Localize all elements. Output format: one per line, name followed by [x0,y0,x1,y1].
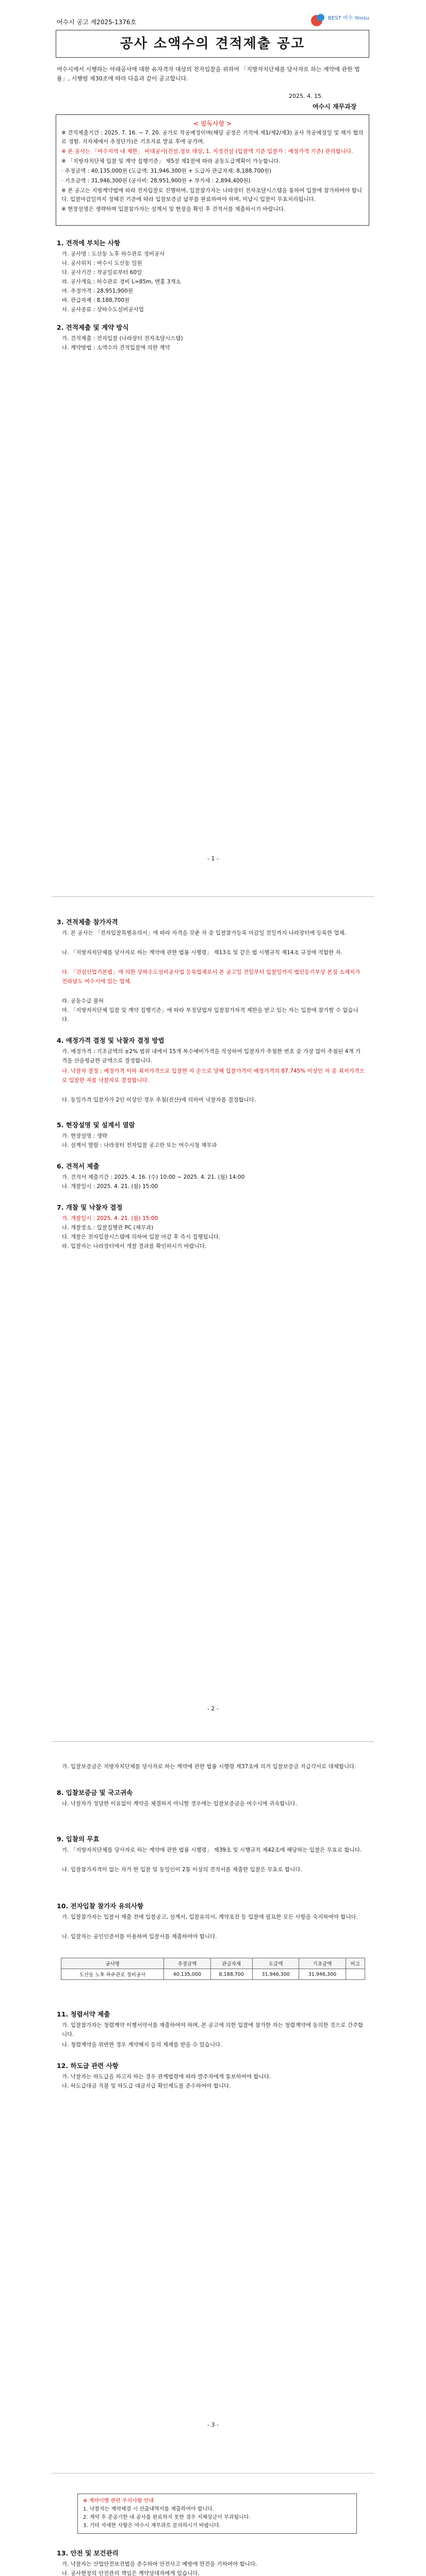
announcement-date: 2025. 4. 15. [289,93,323,99]
table-header: 기초금액 [299,1958,346,1969]
notice-line: ※ 본 공사는 「여수지역 내 제한」 비대공사(건설.정보 대상, 1. 지정건설 (입찰액 기준 입찰가 : 예정가격 기준) 관리합니다. [61,148,353,155]
table-header: 관급자재 [210,1958,252,1969]
info-box-line: 1. 낙찰자는 계약체결 시 산출내역서를 제출하여야 합니다. [83,2506,214,2512]
city-logo-icon [309,10,369,31]
notice-box [56,114,369,226]
section-line: 나. 낙찰자 결정 : 예정가격 이하 최저가격으로 입찰한 자 순으로 당해 입찰가격이 예정가격의 87.745% 이상인 자 중 최저가격으로 입찰한 자를 낙찰자로 결정합니다. [62,1068,365,1083]
section-line: 나. 낙찰자가 정당한 이유없이 계약을 체결하지 아니할 경우에는 입찰보증금을 여수시에 귀속합니다. [62,1801,297,1807]
section-line: 나. 청렴계약을 위반한 경우 계약해지 등의 제재를 받을 수 있습니다. [62,2042,222,2048]
section-line: 가. 견적서 제출기간 : 2025. 4. 16. (수) 10:00 ~ 2025. 4. 21. (월) 14:00 [62,1174,245,1180]
title-box [56,30,369,58]
section-line: 가. 「지방자치단체를 당사자로 하는 계약에 관한 법률 시행령」 제39조 및 시행규칙 제42조에 해당하는 입찰은 무효로 합니다. [62,1847,362,1853]
section-line: 가. 낙찰자는 산업안전보건법을 준수하여 안전사고 예방에 만전을 기하여야 합니다. [62,2561,257,2567]
page-title: 공사 소액수의 견적제출 공고 [120,36,305,52]
section-line: 다. 공사기간 : 착공일로부터 60일 [62,269,142,276]
section-title: 6. 견적서 제출 [57,1162,100,1170]
table-header-row [61,1958,365,1969]
info-box-line: 2. 계약 후 준공기한 내 공사를 완료하지 못한 경우 지체상금이 부과됩니다. [83,2515,251,2520]
table-cell: 31,946,300 [252,1969,299,1980]
page-number: - 1 - [207,855,219,862]
info-box [77,2494,357,2534]
section-line: 가. 개찰일시 : 2025. 4. 21. (월) 15:00 [62,1215,158,1222]
section-line: 나. 설계서 열람 : 나라장터 전자입찰 공고란 또는 여수시청 재무과 [62,1142,217,1148]
section-line: 바. 관급자재 : 8,188,700원 [62,297,130,303]
notice-line: ※ 현장설명은 생략하며 입찰참가자는 설계서 및 현장을 확인 후 견적서를 제출하시기 바랍니다. [61,206,286,212]
section-line: 나. 계약방법 : 소액수의 견적입찰에 의한 계약 [62,345,170,351]
page-divider [52,896,374,897]
section-title: 11. 청렴서약 제출 [57,2010,110,2018]
notice-line: · 기초금액 : 31,946,300원 (공사비: 28,951,900원 + 부가세 : 2,894,400원) [61,178,251,184]
section-line: 나. 입찰자는 공인인증서를 이용하여 입찰서를 제출하여야 합니다. [62,1934,217,1940]
table-cell: 8,188,700 [210,1969,252,1980]
notice-line: · 추정금액 : 40,135,000원 (도급액: 31,946,300원 + 도급자 관급자재: 8,188,700원) [61,168,272,174]
page-divider [52,1741,374,1742]
logo-text: BEST 여수 Yeosu [328,15,369,21]
table-header: 공사명 [61,1958,164,1969]
section-title: 12. 하도급 관련 사항 [57,2062,119,2070]
section-line: 나. 개찰일시 : 2025. 4. 21. (월) 15:00 [62,1183,158,1190]
section-line: 가. 낙찰자는 하도급을 하고자 하는 경우 관계법령에 따라 발주자에게 통보하여야 합니다. [62,2074,271,2080]
section-line: 나. 입찰참가자격이 없는 자가 한 입찰 및 동일인이 2통 이상의 견적서를 제출한 입찰은 무효로 합니다. [62,1867,302,1873]
section-title: 4. 예정가격 결정 및 낙찰자 결정 방법 [57,1037,165,1044]
page-number: - 2 - [207,1705,219,1712]
table-cell: 도산동 노후 하수관로 정비공사 [61,1969,164,1980]
section-line: 가. 견적제출 : 전자입찰 (나라장터 전자조달시스템) [62,335,183,342]
section-line: 가. 입찰참가자는 입찰서 제출 전에 입찰공고, 설계서, 입찰유의서, 계약조건 등 입찰에 필요한 모든 사항을 숙지하여야 합니다. [62,1914,358,1920]
intro-paragraph: 여수시에서 시행하는 아래공사에 대한 유자격자 대상의 전자입찰을 위하여 「지방자치단체를 당사자로 하는 계약에 관한 법률」, 시행령 제30조에 따라 다음과 같이 공고합니다. [57,66,360,82]
page-number: - 3 - [207,2421,219,2428]
table-row [61,1969,365,1980]
section-title: 10. 전자입찰 참가자 유의사항 [57,1902,144,1910]
section-line: 가. 입찰보증금은 지방자치단체를 당사자로 하는 계약에 관한 법률 시행령 제37조에 의거 입찰보증금 지급각서로 대체합니다. [62,1764,356,1770]
section-line: 나. 개찰장소 : 입찰집행관 PC (재무과) [62,1225,154,1231]
section-title: 5. 현장설명 및 설계서 열람 [57,1121,135,1129]
section-title: 7. 개찰 및 낙찰자 결정 [57,1204,123,1211]
table-cell: 31,946,300 [299,1969,346,1980]
section-line: 가. 공사명 : 도산동 노후 하수관로 정비공사 [62,251,165,257]
notice-title: < 필독사항 > [193,120,232,127]
section-title: 2. 견적제출 및 계약 방식 [57,324,129,331]
section-line: 라. 공동수급 불허 [62,998,104,1004]
project-table [61,1958,365,1980]
section-line: 다. 개찰은 전자입찰시스템에 의하여 입찰 마감 후 즉시 집행됩니다. [62,1234,221,1240]
section-title: 1. 견적에 부치는 사항 [57,239,121,247]
section-line: 나. 하도급대금 직불 및 하도급 대금지급 확인제도를 준수하여야 합니다. [62,2083,231,2089]
section-title: 13. 안전 및 보건관리 [57,2549,119,2557]
section-line: 다. 동일가격 입찰자가 2인 이상인 경우 추첨(전산)에 의하여 낙찰자를 결정합니다. [62,1097,256,1103]
table-cell [346,1969,365,1980]
info-box-line: 3. 기타 자세한 사항은 여수시 재무과로 문의하시기 바랍니다. [83,2523,221,2529]
issuer: 여수시 재무과장 [313,103,357,110]
notice-line: ※ 견적제출기간 : 2025. 7. 16. ~ 7. 20. 공가로 착공예정이며(해당 공정은 기작에 제1/제2/제3) 공사 착공예정일 및 재가 협의로 정함. 지자체에서 추정단가)은 기초자료 발표 후에 공가며. [61,130,364,145]
section-line: 마. 추정가격 : 28,951,900원 [62,288,133,294]
section-line: 다. 「건설산업기본법」에 의한 상하수도설비공사업 등록업체로서 본 공고일 전일부터 입찰일까지 법인등기부상 본점 소재지가 전라남도 여수시에 있는 업체. [62,969,361,985]
section-line: 나. 「지방자치단체를 당사자로 하는 계약에 관한 법률 시행령」 제13조 및 같은 법 시행규칙 제14조 규정에 적합한 자. [62,950,342,956]
announcement-number: 여수시 공고 제2025-1376호 [57,19,137,26]
section-line: 마. 「지방자치단체 입찰 및 계약 집행기준」에 따라 부정당업자 입찰참가자격 제한을 받고 있는 자는 입찰에 참가할 수 없습니다. [62,1007,358,1023]
section-line: 가. 현장설명 : 생략 [62,1133,107,1139]
section-line: 나. 공사현장의 안전관리 책임은 계약상대자에게 있습니다. [62,2570,200,2576]
section-line: 가. 입찰참가자는 청렴계약 이행서약서를 제출하여야 하며, 본 공고에 의한 입찰에 참가한 자는 청렴계약에 동의한 것으로 간주합니다. [62,2022,364,2038]
section-title: 9. 입찰의 무효 [57,1835,100,1843]
section-line: 가. 예정가격 : 기초금액의 ±2% 범위 내에서 15개 복수예비가격을 작성하여 입찰자가 추첨한 번호 중 가장 많이 추첨된 4개 가격을 산술평균한 금액으로 결정합니다. [62,1048,361,1064]
notice-line: ※ 본 공고는 지방계약법에 따라 전자입찰로 진행하며, 입찰참가자는 나라장터 전자조달시스템을 통하여 입찰에 참가하여야 합니다. 입찰마감일까지 정해진 기준에 따라 입찰보증금 납부를 완료하여야 하며, 미납시 입찰이 무효처리됩니다. [61,188,362,202]
section-line: 사. 공사종류 : 상하수도설비공사업 [62,307,144,313]
table-header: 추정금액 [164,1958,210,1969]
section-line: 라. 공사개요 : 하수관로 정비 L=85m, 맨홀 3개소 [62,279,181,285]
section-line: 나. 공사위치 : 여수시 도산동 일원 [62,260,142,266]
section-title: 8. 입찰보증금 및 국고귀속 [57,1789,133,1797]
table-header: 비고 [346,1958,365,1969]
section-title: 3. 견적제출 참가자격 [57,918,118,926]
section-line: 라. 입찰자는 나라장터에서 개찰 결과를 확인하시기 바랍니다. [62,1243,207,1249]
info-box-line: ※ 계약이행 관련 주의사항 안내 [83,2498,154,2504]
table-header: 도급액 [252,1958,299,1969]
table-cell: 40,135,000 [164,1969,210,1980]
notice-line: ※ 「지방자치단체 입찰 및 계약 집행기준」 제5장 제1절에 따라 공동도급계획이 가능합니다. [61,158,281,164]
section-line: 가. 본 공사는 「전자입찰특별유의서」에 따라 자격을 갖춘 자 중 입찰참가등록 마감일 전일까지 나라장터에 등록한 업체. [62,930,347,936]
